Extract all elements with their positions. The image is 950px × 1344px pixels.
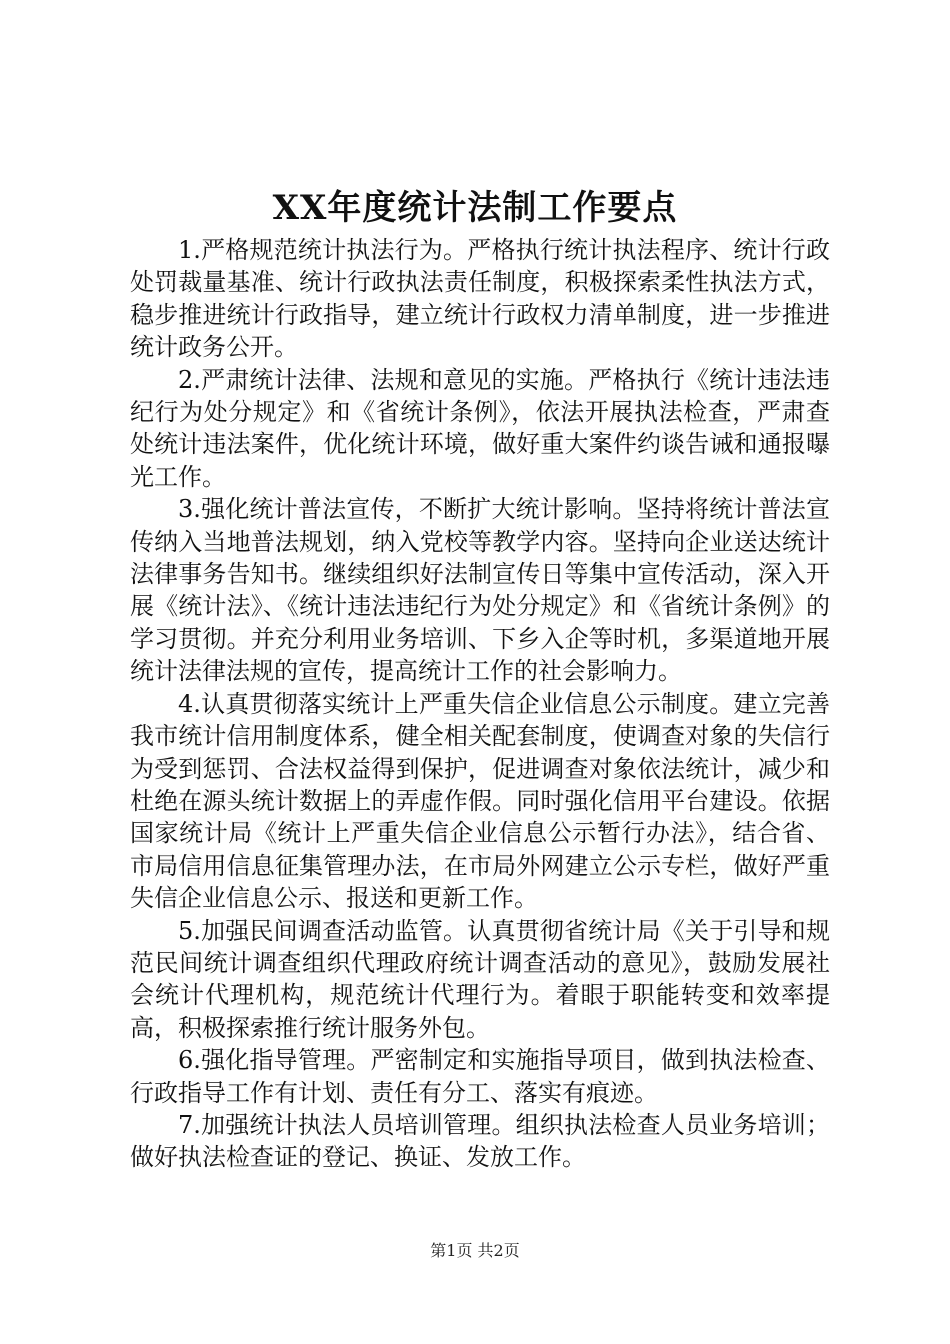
document-title: XX年度统计法制工作要点 (272, 188, 678, 228)
paragraph-3: 3.强化统计普法宣传，不断扩大统计影响。坚持将统计普法宣传纳入当地普法规划，纳入党校等教学内容。坚持向企业送达统计法律事务告知书。继续组织好法制宣传日等集中宣传活动，深入开展《统计法》、《统计违法违纪行为处分规定》和《省统计条例》的学习贯彻。并充分利用业务培训、下乡入企等时机，多渠道地开展统计法律法规的宣传，提高统计工作的社会影响力。 (130, 495, 830, 686)
paragraph-5: 5.加强民间调查活动监管。认真贯彻省统计局《关于引导和规范民间统计调查组织代理政府统计调查活动的意见》，鼓励发展社会统计代理机构，规范统计代理行为。着眼于职能转变和效率提高，积极探索推行统计服务外包。 (130, 916, 830, 1042)
paragraph-7: 7.加强统计执法人员培训管理。组织执法检查人员业务培训；做好执法检查证的登记、换证、发放工作。 (130, 1110, 830, 1172)
paragraph-2: 2.严肃统计法律、法规和意见的实施。严格执行《统计违法违纪行为处分规定》和《省统计条例》，依法开展执法检查，严肃查处统计违法案件，优化统计环境，做好重大案件约谈告诫和通报曝光工作。 (130, 365, 830, 491)
paragraph-4: 4.认真贯彻落实统计上严重失信企业信息公示制度。建立完善我市统计信用制度体系，健全相关配套制度，使调查对象的失信行为受到惩罚、合法权益得到保护，促进调查对象依法统计，减少和杜绝在源头统计数据上的弄虚作假。同时强化信用平台建设。依据国家统计局《统计上严重失信企业信息公示暂行办法》，结合省、市局信用信息征集管理办法，在市局外网建立公示专栏，做好严重失信企业信息公示、报送和更新工作。 (130, 689, 830, 913)
document-body (130, 234, 830, 1174)
paragraph-6: 6.强化指导管理。严密制定和实施指导项目，做到执法检查、行政指导工作有计划、责任有分工、落实有痕迹。 (130, 1046, 830, 1107)
page-number-footer: 第1页 共2页 (430, 1241, 520, 1260)
paragraph-1: 1.严格规范统计执法行为。严格执行统计执法程序、统计行政处罚裁量基准、统计行政执法责任制度，积极探索柔性执法方式，稳步推进统计行政指导，建立统计行政权力清单制度，进一步推进统计政务公开。 (130, 236, 830, 362)
